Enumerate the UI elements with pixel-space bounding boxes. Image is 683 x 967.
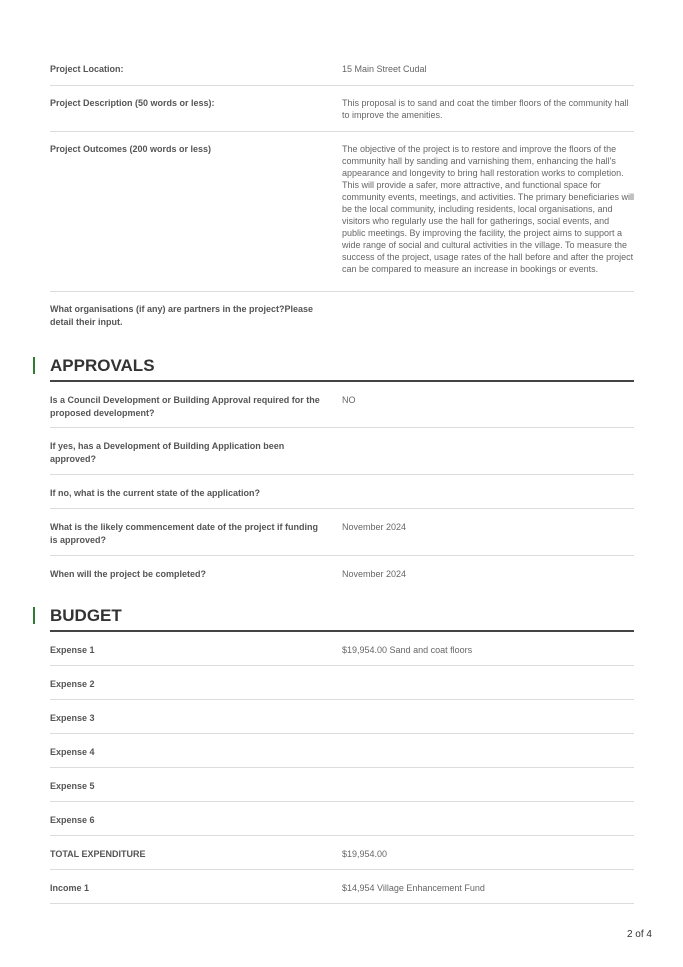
completion-date-label: When will the project be completed? — [50, 569, 207, 579]
income-1-label: Income 1 — [50, 883, 90, 893]
income-1-row — [50, 870, 634, 904]
expense-5-row — [50, 768, 634, 802]
section-marker — [33, 607, 35, 624]
expense-5-label: Expense 5 — [50, 781, 95, 791]
approvals-title: APPROVALS — [50, 356, 155, 375]
expense-1-value: $19,954.00 Sand and coat floors — [342, 645, 473, 655]
project-partners-label: What organisations (if any) are partners in the project?Please detail their input. — [50, 304, 314, 327]
expense-6-label: Expense 6 — [50, 815, 95, 825]
total-expenditure-label: TOTAL EXPENDITURE — [50, 849, 146, 859]
commencement-date-label: What is the likely commencement date of the project if funding is approved? — [50, 522, 319, 545]
expense-4-row — [50, 734, 634, 768]
expense-4-label: Expense 4 — [50, 747, 95, 757]
commencement-date-value: November 2024 — [342, 522, 407, 532]
project-outcomes-row — [50, 132, 634, 292]
expense-6-row — [50, 802, 634, 836]
expense-2-value — [342, 678, 634, 699]
expense-2-label: Expense 2 — [50, 679, 95, 689]
expense-5-value — [342, 780, 634, 801]
budget-heading — [50, 605, 634, 632]
expense-3-value — [342, 712, 634, 733]
application-state-row — [50, 475, 634, 509]
application-approved-label: If yes, has a Development of Building Application been approved? — [50, 441, 285, 464]
project-outcomes-label: Project Outcomes (200 words or less) — [50, 144, 212, 154]
total-expenditure-value: $19,954.00 — [342, 849, 388, 859]
project-location-label: Project Location: — [50, 64, 124, 74]
completion-date-row — [50, 556, 634, 591]
expense-4-value — [342, 746, 634, 767]
project-partners-row — [50, 292, 634, 351]
project-description-row — [50, 86, 634, 132]
approval-required-row — [50, 382, 634, 428]
application-state-label: If no, what is the current state of the application? — [50, 488, 261, 498]
application-state-value — [342, 487, 634, 508]
application-approved-value — [342, 440, 634, 474]
budget-title: BUDGET — [50, 606, 122, 625]
approval-required-label: Is a Council Development or Building Approval required for the proposed development? — [50, 395, 320, 418]
approvals-heading — [50, 355, 634, 382]
commencement-date-row — [50, 509, 634, 556]
application-approved-row — [50, 428, 634, 475]
project-location-value: 15 Main Street Cudal — [342, 64, 427, 74]
expense-3-row — [50, 700, 634, 734]
expense-1-row — [50, 632, 634, 666]
project-description-value: This proposal is to sand and coat the timber floors of the community hall to improve the amenities. — [342, 98, 629, 120]
expense-1-label: Expense 1 — [50, 645, 95, 655]
page-number: 2 of 4 — [626, 929, 652, 940]
project-outcomes-value: The objective of the project is to restore and improve the floors of the community hall by sanding and varnishing them, enhancing the hall's appearance and longevity to bring hall restoration works to completion. This will provide a safer, more attractive, and functional space for community events, meetings, and activities. The primary beneficiaries will be the local community, including residents, local organisations, and visitors who regularly use the hall for gatherings, social events, and public meetings. By improving the facility, the project aims to support a wide range of social and cultural activities in the village. To measure the success of the project, usage rates of the hall before and after the project can be compared to measure an increase in bookings or events. — [342, 144, 634, 274]
budget-section — [50, 605, 634, 904]
income-1-value: $14,954 Village Enhancement Fund — [342, 883, 485, 893]
expense-6-value — [342, 814, 634, 835]
project-location-row — [50, 52, 634, 86]
total-expenditure-row — [50, 836, 634, 870]
expense-3-label: Expense 3 — [50, 713, 95, 723]
form-page — [50, 52, 634, 893]
completion-date-value: November 2024 — [342, 569, 407, 579]
project-partners-value — [342, 303, 634, 351]
project-description-label: Project Description (50 words or less): — [50, 98, 215, 108]
expense-2-row — [50, 666, 634, 700]
approval-required-value: NO — [342, 395, 356, 405]
section-marker — [33, 357, 35, 374]
